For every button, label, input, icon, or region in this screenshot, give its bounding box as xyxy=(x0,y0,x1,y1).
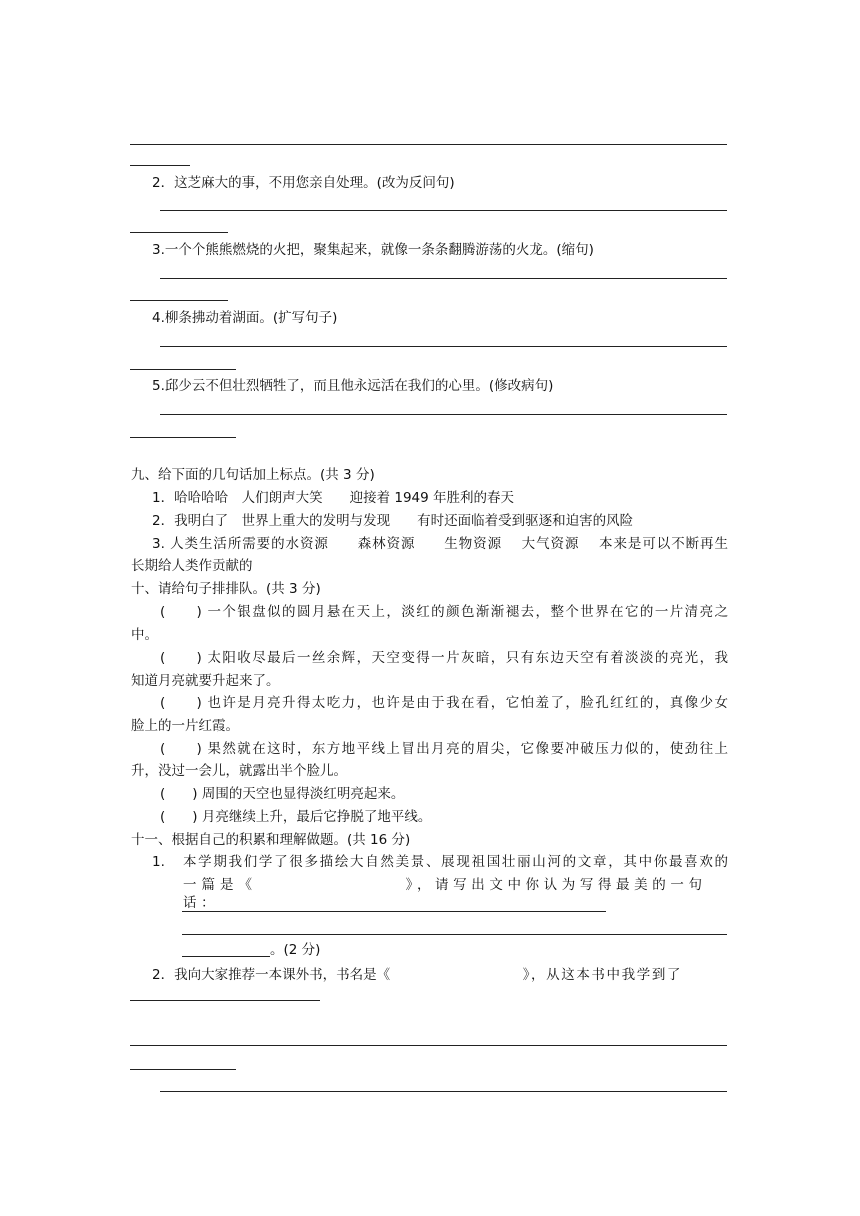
punctuation-item-3: 3. 人类生活所需要的水资源 森林资源 生物资源 大气资源 本来是可以不断再生 xyxy=(152,536,728,552)
section-10-heading: 十、请给句子排排队。(共 3 分) xyxy=(131,581,321,597)
answer-line[interactable] xyxy=(160,346,727,347)
punctuation-item-3-cont: 长期给人类作贡献的 xyxy=(131,558,253,574)
answer-line[interactable] xyxy=(130,232,228,233)
answer-line[interactable] xyxy=(130,300,228,301)
punctuation-item-1: 1．哈哈哈哈 人们朗声大笑 迎接着 1949 年胜利的春天 xyxy=(152,490,515,506)
answer-line[interactable] xyxy=(160,1091,727,1092)
question-8-2: 2．这芝麻大的事，不用您亲自处理。(改为反问句) xyxy=(152,175,455,191)
answer-line[interactable] xyxy=(130,1069,236,1070)
punctuation-item-2: 2．我明白了 世界上重大的发明与发现 有时还面临着受到驱逐和迫害的风险 xyxy=(152,513,634,529)
ordering-item-5: ( ) 周围的天空也显得淡红明亮起来。 xyxy=(160,786,405,802)
ordering-item-4: ( ) 果然就在这时，东方地平线上冒出月亮的眉尖，它像要冲破压力似的，使劲往上 xyxy=(160,741,728,757)
answer-line[interactable] xyxy=(130,1000,320,1001)
answer-line[interactable] xyxy=(182,911,606,912)
answer-line[interactable] xyxy=(160,414,727,415)
ordering-item-3: ( ) 也许是月亮升得太吃力，也许是由于我在看，它怕羞了，脸孔红红的，真像少女 xyxy=(160,695,728,711)
answer-line[interactable] xyxy=(130,165,190,166)
answer-line[interactable] xyxy=(130,437,236,438)
ordering-item-1: ( ) 一个银盘似的圆月悬在天上，淡红的颜色渐渐褪去，整个世界在它的一片清亮之 xyxy=(160,604,728,620)
ordering-item-3-cont: 脸上的一片红霞。 xyxy=(131,718,239,734)
question-8-5: 5.邱少云不但壮烈牺牲了，而且他永远活在我们的心里。(修改病句) xyxy=(152,378,554,394)
question-11-1-number: 1. xyxy=(152,854,165,870)
ordering-item-6: ( ) 月亮继续上升，最后它挣脱了地平线。 xyxy=(160,809,432,825)
question-11-1-line2 xyxy=(183,876,728,912)
answer-line[interactable] xyxy=(160,278,727,279)
ordering-item-2-cont: 知道月亮就要升起来了。 xyxy=(131,673,280,689)
ordering-item-4-cont: 升，没过一会儿，就露出半个脸儿。 xyxy=(131,763,347,779)
section-9-heading: 九、给下面的几句话加上标点。(共 3 分) xyxy=(131,467,375,483)
answer-line[interactable] xyxy=(130,369,236,370)
section-11-heading: 十一、根据自己的积累和理解做题。(共 16 分) xyxy=(131,832,411,848)
question-11-1-suffix: 。(2 分) xyxy=(270,942,321,958)
question-11-2-b: 》，从这本书中我学到了 xyxy=(522,967,683,983)
answer-line[interactable] xyxy=(130,144,727,145)
answer-line[interactable] xyxy=(130,1045,727,1046)
answer-line[interactable] xyxy=(182,956,270,957)
answer-line[interactable] xyxy=(182,934,727,935)
answer-line[interactable] xyxy=(160,210,727,211)
ordering-item-1-cont: 中。 xyxy=(131,627,158,643)
question-11-1-line1: 本学期我们学了很多描绘大自然美景、展现祖国壮丽山河的文章，其中你最喜欢的 xyxy=(183,854,728,870)
ordering-item-2: ( ) 太阳收尽最后一丝余辉，天空变得一片灰暗，只有东边天空有着淡淡的亮光，我 xyxy=(160,650,728,666)
question-11-2-a: 2．我向大家推荐一本课外书，书名是《 xyxy=(152,967,391,983)
question-11-2 xyxy=(152,966,728,984)
question-11-1-line2-a: 一篇是《 xyxy=(183,877,257,893)
question-8-4: 4.柳条拂动着湖面。(扩写句子) xyxy=(152,310,338,326)
question-11-1-line2-b: 》，请写出文中你认为写得最美的一句话： xyxy=(183,877,707,911)
question-8-3: 3.一个个熊熊燃烧的火把，聚集起来，就像一条条翻腾游荡的火龙。(缩句) xyxy=(152,242,594,258)
